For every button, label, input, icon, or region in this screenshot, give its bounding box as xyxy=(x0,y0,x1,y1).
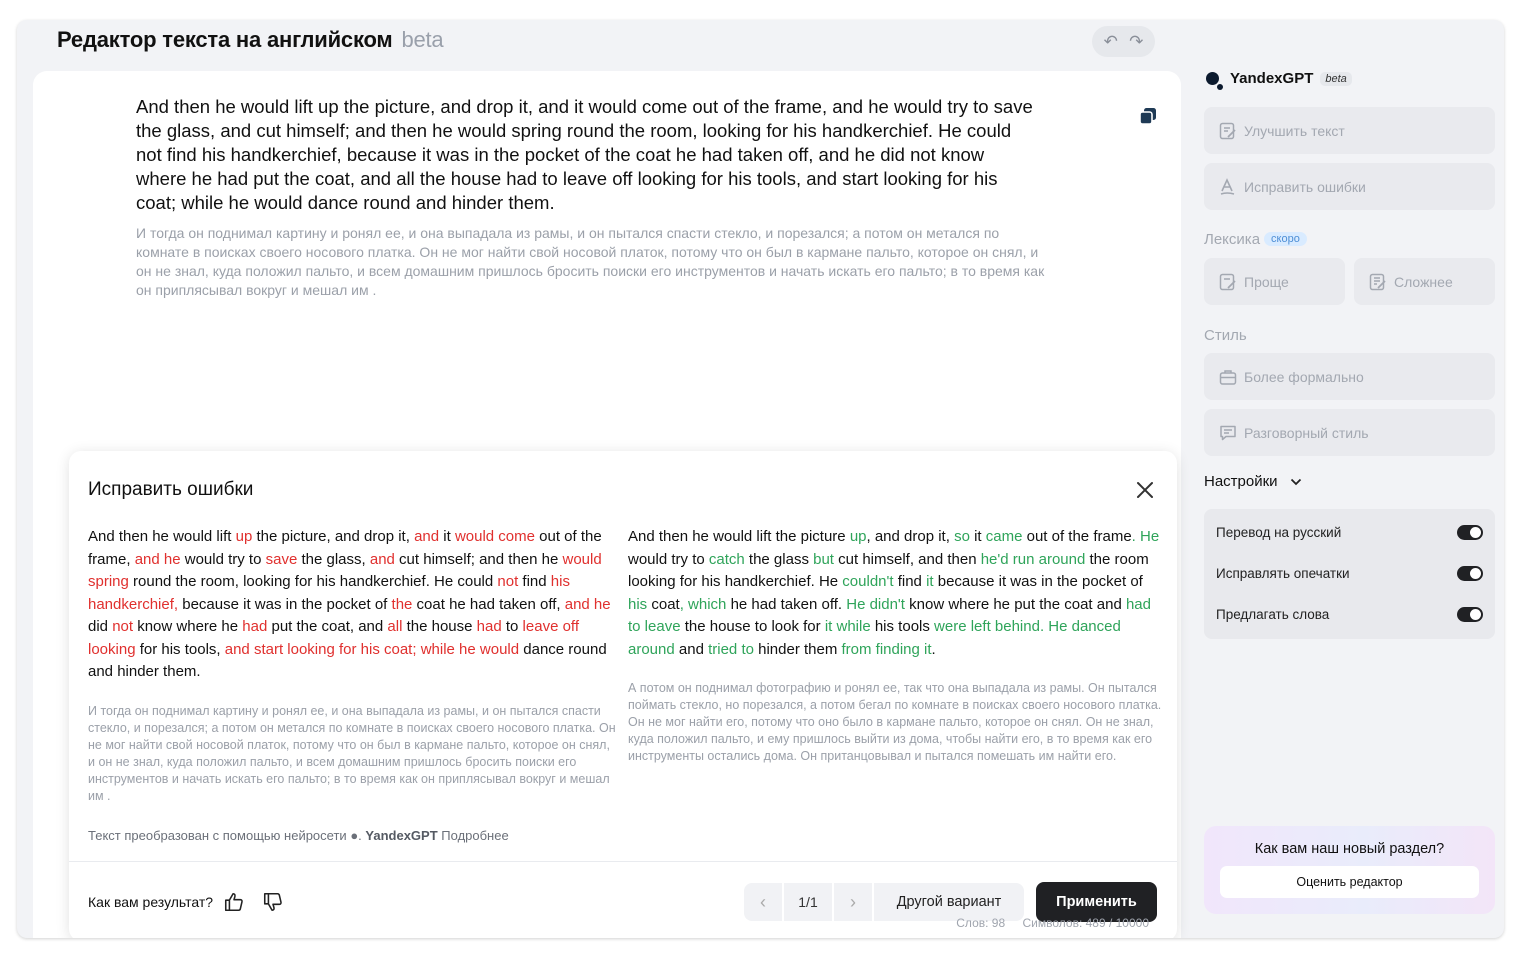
text-segment: because it was in the pocket of xyxy=(178,595,392,613)
correction-segment[interactable]: He didn't xyxy=(846,595,905,613)
casual-style-label: Разговорный стиль xyxy=(1244,424,1369,441)
text-segment: cut himself; and then he xyxy=(394,550,563,568)
source-text[interactable]: And then he would lift up the picture, and drop it, and it would come out of the frame, and he would try to save the glass, and cut himself; and then he would spring round the room, looking for his handkerchief. He could not find his handkerchief, because it was in the pocket of the coat he had taken off, and he did not know where he had put the coat, and all the house had to leave off looking for his tools, and start looking for his coat; while he would dance round and hinder them. xyxy=(136,96,1033,213)
original-column xyxy=(88,526,618,805)
text-segment: know where he xyxy=(133,618,243,635)
harder-label: Сложнее xyxy=(1394,273,1453,290)
yandexgpt-logo-icon xyxy=(1206,72,1219,85)
text-segment: out of the frame, xyxy=(88,528,602,568)
fix-errors-button[interactable] xyxy=(1204,163,1495,210)
rate-editor-button[interactable]: Оценить редактор xyxy=(1220,866,1479,898)
text-segment: And then he would lift xyxy=(88,528,236,545)
error-segment[interactable]: up xyxy=(235,528,253,545)
correction-segment[interactable]: so xyxy=(954,528,970,545)
char-count: Символов: 489 / 10000 xyxy=(1022,916,1149,930)
chevron-down-icon xyxy=(1290,478,1302,486)
correction-segment[interactable]: . He xyxy=(1131,528,1160,545)
text-segment: And then he would lift the picture xyxy=(628,528,850,545)
chevron-right-icon[interactable]: › xyxy=(834,883,872,921)
error-segment[interactable]: had xyxy=(476,618,502,635)
correction-segment[interactable]: catch xyxy=(708,550,745,568)
error-segment[interactable]: and start looking for his coat; while he would xyxy=(224,640,520,658)
formal-style-button[interactable] xyxy=(1204,353,1495,400)
copy-icon[interactable] xyxy=(1138,106,1158,126)
text-segment: the glass xyxy=(744,550,814,568)
original-with-errors xyxy=(88,526,618,684)
translate-toggle[interactable] xyxy=(1457,525,1483,540)
text-segment: the house to look for xyxy=(680,618,825,635)
text-segment: . xyxy=(931,640,936,658)
setting-translate-label: Перевод на русский xyxy=(1216,524,1342,540)
fix-panel-title: Исправить ошибки xyxy=(88,479,254,500)
beta-badge: beta xyxy=(1320,72,1351,86)
feedback-question: Как вам наш новый раздел? xyxy=(1254,841,1445,857)
text-segment: would try to xyxy=(628,550,709,568)
original-column-translation: И тогда он поднимал картину и ронял ее, и она выпадала из рамы, и он пытался спасти стекло, и порезался; а потом он метался по комнате в поисках своего носового платка. Он не мог найти свой носовой платок, потому что он был в кармане пальто, которое он снял, и он не знал, куда положил пальто, и всем домашним пришлось бросить поиски его инструментов и начать искать его пальто; в то время как он приплясывал вокруг и мешал им . xyxy=(88,703,616,803)
correction-segment[interactable]: from finding it xyxy=(841,640,932,658)
text-segment: coat xyxy=(647,595,680,613)
text-segment: find xyxy=(518,573,551,590)
corrected-column xyxy=(628,526,1163,765)
text-segment: would try to xyxy=(180,550,266,568)
setting-translate xyxy=(1216,522,1483,542)
text-segment: it xyxy=(969,528,986,545)
text-segment: it xyxy=(439,528,455,545)
error-segment[interactable]: had xyxy=(242,618,268,635)
editor-area[interactable] xyxy=(33,71,1181,938)
error-segment[interactable]: not xyxy=(112,618,134,635)
yandexgpt-title: YandexGPT xyxy=(1230,70,1314,87)
text-segment: his tools xyxy=(870,618,935,635)
text-segment: the picture, and drop it, xyxy=(252,528,415,545)
text-segment: the room looking for his handkerchief. He xyxy=(628,550,1149,590)
text-segment: for his tools, xyxy=(135,640,225,658)
text-segment: did xyxy=(88,618,113,635)
feedback-card xyxy=(1204,826,1495,914)
error-segment[interactable]: all xyxy=(387,618,403,635)
typos-toggle[interactable] xyxy=(1457,566,1483,581)
note-brand: YandexGPT xyxy=(365,828,438,843)
text-segment: the house xyxy=(402,618,477,635)
correction-segment[interactable]: but xyxy=(813,550,834,568)
text-segment: coat he had taken off, xyxy=(412,595,565,613)
settings-panel xyxy=(1204,509,1495,639)
error-segment[interactable]: his handkerchief, xyxy=(88,573,570,613)
close-icon[interactable] xyxy=(1135,480,1155,500)
page-title-text: Редактор текста на английском xyxy=(57,27,393,52)
correction-segment[interactable]: up xyxy=(849,528,867,545)
correction-segment[interactable]: , which xyxy=(679,595,727,613)
text-segment: , and drop it, xyxy=(866,528,955,545)
briefcase-icon xyxy=(1218,367,1238,387)
undo-icon[interactable]: ↶ xyxy=(1103,32,1118,51)
yandexgpt-header xyxy=(1206,70,1352,87)
settings-toggle[interactable] xyxy=(1204,473,1302,490)
improve-text-button[interactable] xyxy=(1204,107,1495,154)
simpler-label: Проще xyxy=(1244,273,1289,290)
thumbs-down-icon[interactable] xyxy=(262,891,284,913)
lexicon-label: Лексика xyxy=(1204,231,1261,248)
harder-button[interactable] xyxy=(1354,258,1495,305)
setting-typos xyxy=(1216,563,1483,583)
beta-label: beta xyxy=(401,27,444,52)
correction-segment[interactable]: came xyxy=(985,528,1023,545)
text-segment: hinder them xyxy=(753,640,842,658)
fix-errors-panel xyxy=(69,451,1177,938)
error-segment[interactable]: the xyxy=(391,595,413,613)
spellcheck-icon xyxy=(1218,177,1238,197)
correction-segment[interactable]: were left behind. He danced around xyxy=(628,618,1121,658)
correction-segment[interactable]: had to leave xyxy=(628,595,1151,635)
edit-doc-icon xyxy=(1368,272,1388,292)
error-segment[interactable]: and he xyxy=(134,550,181,568)
correction-segment[interactable]: it xyxy=(926,573,934,590)
error-segment[interactable]: and xyxy=(414,528,440,545)
more-link[interactable]: Подробнее xyxy=(441,828,509,843)
yandexgpt-logo-icon: ●. xyxy=(350,828,362,843)
casual-style-button[interactable] xyxy=(1204,409,1495,456)
correction-segment[interactable]: tried to xyxy=(708,640,754,658)
panel-divider xyxy=(69,861,1177,862)
page-title xyxy=(57,27,443,53)
yandexgpt-note xyxy=(88,828,509,843)
correction-segment[interactable]: his xyxy=(628,595,648,613)
correction-segment[interactable]: he'd run around xyxy=(980,550,1086,568)
setting-suggest-label: Предлагать слова xyxy=(1216,606,1330,622)
text-segment: round the room, looking for his handkerchief. He could xyxy=(128,573,498,590)
error-segment[interactable]: and he xyxy=(564,595,611,613)
text-segment: and xyxy=(674,640,709,658)
fix-errors-label: Исправить ошибки xyxy=(1244,178,1366,195)
settings-label: Настройки xyxy=(1204,473,1278,490)
corrected-text xyxy=(628,526,1163,661)
undo-redo-group xyxy=(1092,26,1155,57)
formal-style-label: Более формально xyxy=(1244,368,1364,385)
setting-suggest xyxy=(1216,604,1483,624)
apply-button[interactable]: Применить xyxy=(1036,882,1157,922)
thumbs-up-icon[interactable] xyxy=(223,891,245,913)
error-segment[interactable]: and xyxy=(369,550,395,568)
error-segment[interactable]: save xyxy=(265,550,298,568)
redo-icon[interactable]: ↷ xyxy=(1129,32,1144,51)
lexicon-section-label xyxy=(1204,231,1307,248)
suggest-toggle[interactable] xyxy=(1457,607,1483,622)
rate-result-label: Как вам результат? xyxy=(88,894,214,910)
text-segment: find xyxy=(893,573,927,590)
other-variant-button[interactable]: Другой вариант xyxy=(874,883,1024,921)
correction-segment[interactable]: it while xyxy=(824,618,871,635)
chevron-left-icon[interactable]: ‹ xyxy=(744,883,782,921)
text-segment: out of the frame xyxy=(1022,528,1132,545)
text-segment: the glass, xyxy=(297,550,370,568)
text-segment: to xyxy=(501,618,523,635)
improve-text-label: Улучшить текст xyxy=(1244,122,1345,139)
text-segment: cut himself, and then xyxy=(833,550,981,568)
error-segment[interactable]: leave off looking xyxy=(88,618,579,658)
edit-doc-icon xyxy=(1218,272,1238,292)
chat-bubble-icon xyxy=(1218,423,1238,443)
text-segment: dance round and hinder them. xyxy=(88,640,607,680)
correction-segment[interactable]: couldn't xyxy=(842,573,894,590)
text-segment: know where he put the coat and xyxy=(904,595,1126,613)
note-prefix: Текст преобразован с помощью нейросети xyxy=(88,828,347,843)
word-count: Слов: 98 xyxy=(956,916,1006,930)
soon-badge: скоро xyxy=(1264,232,1307,246)
edit-doc-icon xyxy=(1218,121,1238,141)
error-segment[interactable]: would spring xyxy=(88,550,602,590)
setting-typos-label: Исправлять опечатки xyxy=(1216,565,1350,581)
text-stats xyxy=(956,916,1149,930)
error-segment[interactable]: would come xyxy=(454,528,535,545)
text-segment: because it was in the pocket of xyxy=(933,573,1143,590)
variant-count: 1/1 xyxy=(784,883,832,921)
corrected-column-translation: А потом он поднимал фотографию и ронял ее, так что она выпадала из рамы. Он пытался поймать стекло, но порезался, а потом бегал по комнате в поисках своего носового платка. Он не мог найти его, потому что оно было в кармане пальто, которое он снял. Он не знал, куда положил пальто, и ему пришлось выйти из дома, чтобы найти его, в то время как его инструменты остались дома. Он пританцовывал и пытался помешать им найти его. xyxy=(628,681,1162,763)
sidebar xyxy=(1204,20,1496,938)
source-translation: И тогда он поднимал картину и ронял ее, и она выпадала из рамы, и он пытался спасти стекло, и порезался; а потом он метался по комнате в поисках своего носового платка. Он не мог найти свой носовой платок, потому что он был в кармане пальто, которое он снял, и он не знал, куда положил пальто, и всем домашним пришлось бросить поиски его инструментов и начать искать его пальто; в то время как он приплясывал вокруг и мешал им . xyxy=(136,225,1045,298)
app-window xyxy=(17,20,1504,938)
error-segment[interactable]: not xyxy=(497,573,519,590)
text-segment: put the coat, and xyxy=(267,618,388,635)
simpler-button[interactable] xyxy=(1204,258,1345,305)
style-section-label: Стиль xyxy=(1204,327,1247,344)
text-segment: he had taken off. xyxy=(726,595,847,613)
